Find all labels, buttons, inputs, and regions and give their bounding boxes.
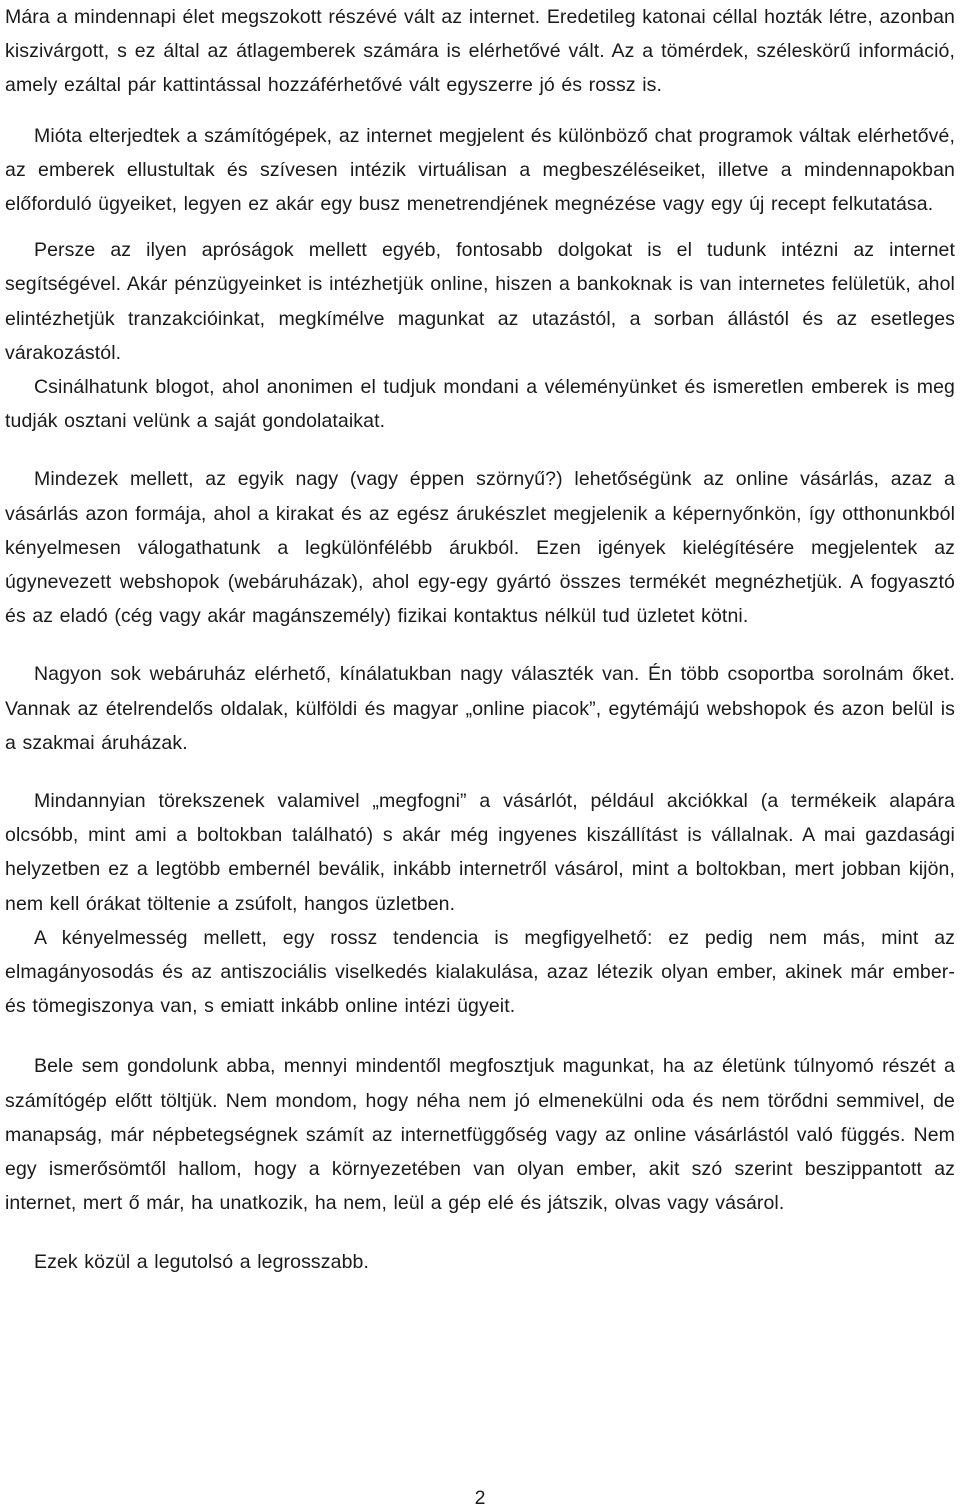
paragraph-conclusion: Ezek közül a legutolsó a legrosszabb.: [34, 1250, 369, 1273]
paragraph-webshops: Nagyon sok webáruház elérhető, kínálatukban nagy választék van. Én több csoportba sorolnám őket. Vannak az ételrendelős oldalak, külföldi és magyar „online piacok”, egytémájú webshopok és azon belül is a szakmai áruházak.: [5, 663, 955, 754]
paragraph-blog: Csinálhatunk blogot, ahol anonimen el tudjuk mondani a véleményünket és ismeretlen emberek is meg tudják osztani velünk a saját gondolataikat.: [5, 376, 955, 433]
paragraph-banking: Persze az ilyen apróságok mellett egyéb, fontosabb dolgokat is el tudunk intézni az internet segítségével. Akár pénzügyeinket is intézhetjük online, hiszen a bankoknak is van internetes felületük, ahol elintézhetjük tranzakcióinkat, megkímélve magunkat az utazástól, a sorban állástól és az esetleges várakozástól.: [5, 239, 955, 364]
paragraph-promotions: Mindannyian törekszenek valamivel „megfogni” a vásárlót, például akciókkal (a termékeik alapára olcsóbb, mint ami a boltokban található) s akár még ingyenes kiszállítást is vállalnak. A mai gazdasági helyzetben ez a legtöbb embernél beválik, inkább internetről vásárol, mint a boltokban, mert jobban kijön, nem kell órákat töltenie a zsúfolt, hangos üzletben.: [5, 790, 955, 915]
paragraph-addiction: Bele sem gondolunk abba, mennyi mindentől megfosztjuk magunkat, ha az életünk túlnyomó részét a számítógép előtt töltjük. Nem mondom, hogy néha nem jó elmenekülni oda és nem törődni semmivel, de manapság, már népbetegségnek számít az internetfüggőség vagy az online vásárlástól való függés. Nem egy ismerősömtől hallom, hogy a környezetében van olyan ember, akit szó szerint beszippantott az internet, mert ő már, ha unatkozik, ha nem, leül a gép elé és játszik, olvas vagy vásárol.: [5, 1055, 955, 1215]
paragraph-computers: Mióta elterjedtek a számítógépek, az internet megjelent és különböző chat programok váltak elérhetővé, az emberek ellustultak és szívesen intézik virtuálisan a megbeszéléseiket, illetve a mindennapokban előforduló ügyeiket, legyen ez akár egy busz menetrendjének megnézése vagy egy új recept felkutatása.: [5, 124, 955, 216]
paragraph-online-shopping: Mindezek mellett, az egyik nagy (vagy éppen szörnyű?) lehetőségünk az online vásárlás, azaz a vásárlás azon formája, ahol a kirakat és az egész árukészlet megjelenik a képernyőnkön, így otthonunkból kényelmesen válogathatunk a legkülönfélébb árukból. Ezen igények kielégítésére megjelentek az úgynevezett webshopok (webáruházak), ahol egy-egy gyártó összes termékét megnézhetjük. A fogyasztó és az eladó (cég vagy akár magánszemély) fizikai kontaktus nélkül tud üzletet kötni.: [5, 468, 955, 628]
paragraph-intro: Mára a mindennapi élet megszokott részévé vált az internet. Eredetileg katonai céllal hozták létre, azonban kiszivárgott, s ez által az átlagemberek számára is elérhetővé vált. Az a tömérdek, széleskörű információ, amely ezáltal pár kattintással hozzáférhetővé vált egyszerre jó és rossz is.: [5, 6, 955, 97]
paragraph-antisocial: A kényelmesség mellett, egy rossz tendencia is megfigyelhető: ez pedig nem más, mint az elmagányosodás és az antiszociális viselkedés kialakulása, azaz létezik olyan ember, akinek már ember- és tömegiszonya van, s emiatt inkább online intézi ügyeit.: [5, 926, 955, 1018]
page-number: 2: [474, 1487, 486, 1509]
document-page: [5, 0, 955, 1279]
